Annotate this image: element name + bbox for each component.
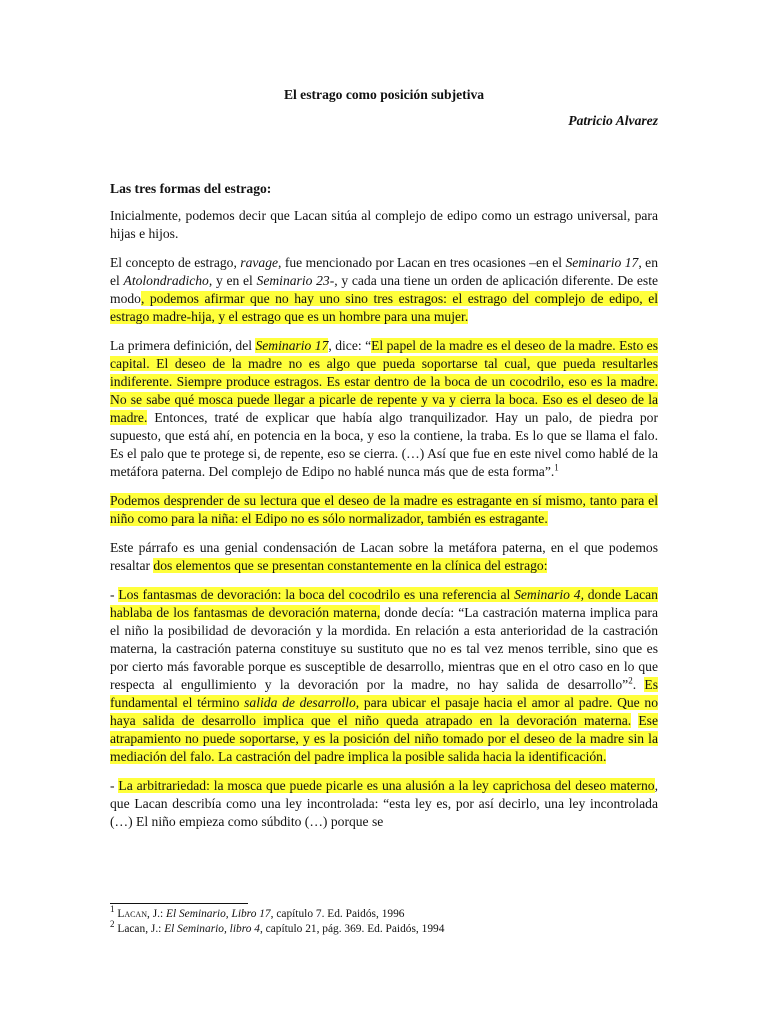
paragraph-6: - Los fantasmas de devoración: la boca del cocodrilo es una referencia al Seminario 4, donde Lacan hablaba de los fantasmas de devoración materna, donde decía: “La castración materna implica para el niño la posibilidad de devoración y la mordida. En relación a esta anterioridad de la castración materna, la castración paterna constituye su sustituto que no es tal vez menos terrible, sino que es por cierto más favorable porque es susceptible de desarrollo, mientras que en el otro caso en lo que respecta al engullimiento y la devoración por la madre, no hay salida de desarrollo”$^2$. Es fundamental el término salida de desarrollo, para ubicar el pasaje hacia el amor al padre. Que no haya salida de desarrollo implica que el niño queda atrapado en la devoración materna. Ese atrapamiento no puede soportarse, y es la posición del niño tomado por el deseo de la madre sin la mediación del falo. La castración del padre implica la posible salida hacia la identificación. bbox=[110, 587, 659, 764]
footnote-2: $^2$ Lacan, J.: El Seminario, libro 4, capítulo 21, pág. 369. Ed. Paidós, 1994 bbox=[110, 919, 445, 935]
paragraph-1: Inicialmente, podemos decir que Lacan sitúa al complejo de edipo como un estrago universal, para hijas e hijos. bbox=[110, 208, 658, 241]
section-heading: Las tres formas del estrago: bbox=[110, 181, 272, 196]
highlight: , podemos afirmar que no hay uno sino tres estragos: el estrago del complejo de edipo, el estrago madre-hija, y el estrago que es un hombre para una mujer. bbox=[110, 291, 658, 324]
highlight: Seminario 17 bbox=[255, 338, 329, 353]
highlight: Es fundamental el término bbox=[110, 677, 658, 710]
paragraph-7: - La arbitrariedad: la mosca que puede picarle es una alusión a la ley caprichosa del deseo materno, que Lacan describía como una ley incontrolada: “esta ley es, por así decirlo, una ley incontrolada (…) El niño empieza como súbdito (…) porque se bbox=[110, 778, 658, 829]
highlight: , para ubicar el pasaje hacia el amor al padre. Que no haya salida de desarrollo implica que el niño queda atrapado en la devoración materna. bbox=[110, 695, 659, 728]
highlight: Ese atrapamiento no puede soportarse, y es la posición del niño tomado por el deseo de la madre sin la mediación del falo. La castración del padre implica la posible salida hacia la identificación. bbox=[110, 713, 658, 764]
paragraph-2: El concepto de estrago, ravage, fue mencionado por Lacan en tres ocasiones –en el Seminario 17, en el Atolondradicho, y en el Seminario 23-, y cada una tiene un orden de aplicación diferente. De este modo, podemos afirmar que no hay uno sino tres estragos: el estrago del complejo de edipo, el estrago madre-hija, y el estrago que es un hombre para una mujer. bbox=[110, 255, 659, 324]
highlight: donde Lacan hablaba de los fantasmas de devoración materna, bbox=[110, 587, 658, 620]
highlight: El papel de la madre es el deseo de la madre. Esto es capital. El deseo de la madre no es algo que pueda soportarse tal cual, que pueda resultarles indiferente. Siempre produce estragos. Es estar dentro de la boca de un cocodrilo, eso es la madre. No se sabe qué mosca puede llegar a picarle de repente y va y cierra la boca. Eso es el deseo de la madre. bbox=[110, 338, 659, 425]
highlight: La arbitrariedad: la mosca que puede picarle es una alusión a la ley caprichosa del deseo materno bbox=[118, 778, 655, 793]
footnote-ref-1[interactable]: 1 bbox=[554, 462, 559, 473]
highlight: Los fantasmas de devoración: la boca del cocodrilo es una referencia al bbox=[118, 587, 515, 602]
highlight: Podemos desprender de su lectura que el deseo de la madre es estragante en sí mismo, tanto para el niño como para la niña: el Edipo no es sólo normalizador, también es estragante. bbox=[110, 493, 658, 526]
footnote-separator bbox=[110, 903, 248, 904]
document-body bbox=[110, 86, 658, 842]
paragraph-5: Este párrafo es una genial condensación de Lacan sobre la metáfora paterna, en el que podemos resaltar dos elementos que se presentan constantemente en la clínica del estrago: bbox=[110, 540, 658, 573]
footnote-ref-2[interactable]: 2 bbox=[628, 675, 633, 686]
footnotes bbox=[110, 903, 658, 937]
document-title: El estrago como posición subjetiva bbox=[283, 87, 485, 102]
document-author: Patricio Alvarez bbox=[568, 113, 658, 128]
paragraph-3: La primera definición, del Seminario 17, dice: “El papel de la madre es el deseo de la madre. Esto es capital. El deseo de la madre no es algo que pueda soportarse tal cual, que pueda resultarles indiferente. Siempre produce estragos. Es estar dentro de la boca de un cocodrilo, eso es la madre. No se sabe qué mosca puede llegar a picarle de repente y va y cierra la boca. Eso es el deseo de la madre. Entonces, traté de explicar que había algo tranquilizador. Hay un palo, de piedra por supuesto, que está ahí, en potencia en la boca, y eso la contiene, la traba. Es lo que se llama el falo. Es el palo que te protege si, de repente, eso se cierra. (…) Así que fue en este nivel como hablé de la metáfora paterna. Del complejo de Edipo no hablé nunca más que de esta forma”.$^1$ bbox=[110, 338, 659, 479]
highlight: dos elementos que se presentan constantemente en la clínica del estrago: bbox=[153, 558, 548, 573]
paragraph-4 bbox=[110, 492, 658, 528]
footnote-1: $^1$ Lacan, J.: El Seminario, Libro 17, capítulo 7. Ed. Paidós, 1996 bbox=[110, 904, 405, 920]
